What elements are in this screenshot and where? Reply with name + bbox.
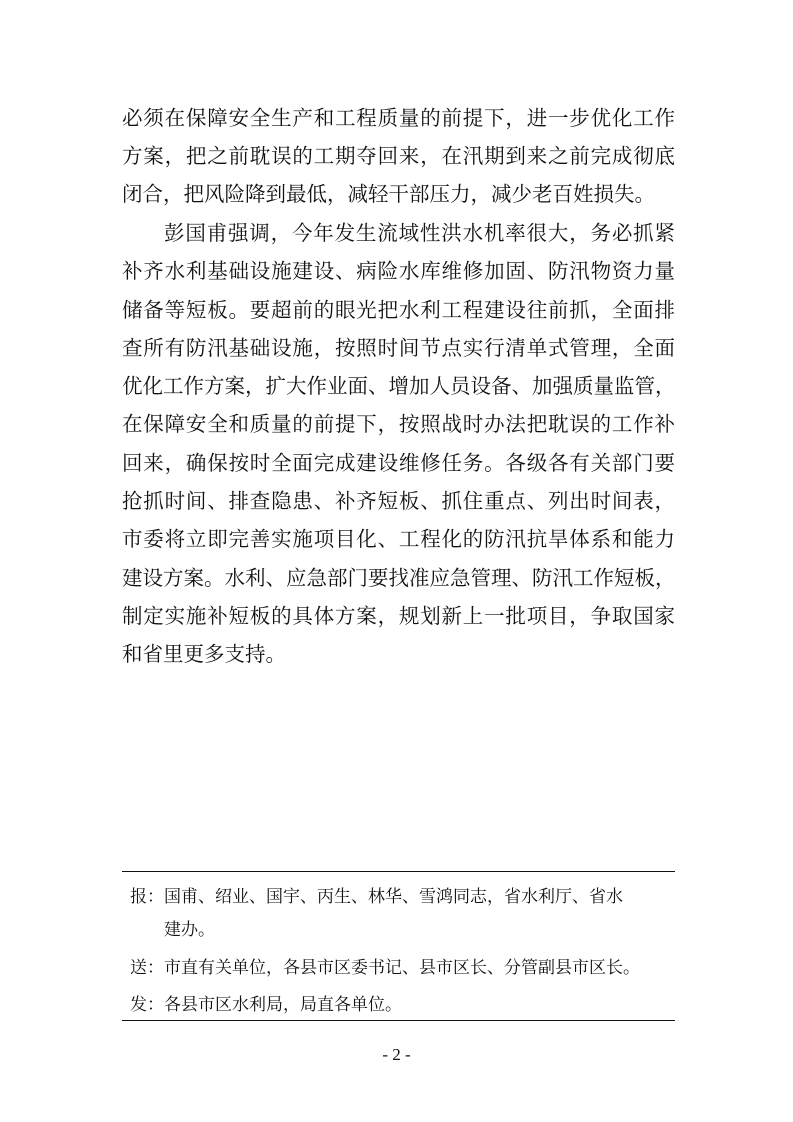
report-recipients: 报：国甫、绍业、国宇、丙生、林华、雪鸿同志，省水利厅、省水 — [130, 887, 623, 907]
paragraph-line: 闭合，把风险降到最低，减轻干部压力，减少老百姓损失。 — [122, 182, 655, 206]
paragraph-line: 在保障安全和质量的前提下，按照战时办法把耽误的工作补 — [122, 412, 675, 436]
page-number: - 2 - — [382, 1045, 411, 1064]
paragraph-line: 建设方案。水利、应急部门要找准应急管理、防汛工作短板， — [122, 566, 676, 590]
paragraph-line: 必须在保障安全生产和工程质量的前提下，进一步优化工作 — [122, 106, 675, 130]
paragraph-line: 方案，把之前耽误的工期夺回来，在汛期到来之前完成彻底 — [122, 144, 675, 168]
distribution-bottom-rule — [122, 1020, 675, 1021]
paragraph-line: 制定实施补短板的具体方案，规划新上一批项目，争取国家 — [122, 604, 675, 628]
issue-recipients: 发：各县市区水利局，局直各单位。 — [130, 995, 402, 1015]
report-recipients-continued: 建办。 — [164, 920, 215, 940]
paragraph-line: 补齐水利基础设施建设、病险水库维修加固、防汛物资力量 — [122, 259, 675, 283]
paragraph-line: 储备等短板。要超前的眼光把水利工程建设往前抓，全面排 — [122, 298, 675, 322]
paragraph-line: 优化工作方案，扩大作业面、增加人员设备、加强质量监管， — [122, 374, 676, 398]
paragraph-line: 市委将立即完善实施项目化、工程化的防汛抗旱体系和能力 — [122, 527, 675, 551]
send-recipients: 送：市直有关单位，各县市区委书记、县市区长、分管副县市区长。 — [130, 958, 640, 978]
paragraph-line: 回来，确保按时全面完成建设维修任务。各级各有关部门要 — [122, 451, 675, 475]
paragraph-line: 彭国甫强调，今年发生流域性洪水机率很大，务必抓紧 — [164, 221, 675, 245]
distribution-top-rule — [122, 871, 675, 872]
paragraph-line: 抢抓时间、排查隐患、补齐短板、抓住重点、列出时间表， — [122, 489, 675, 513]
paragraph-line: 和省里更多支持。 — [122, 642, 286, 666]
paragraph-line: 查所有防汛基础设施，按照时间节点实行清单式管理，全面 — [122, 336, 675, 360]
